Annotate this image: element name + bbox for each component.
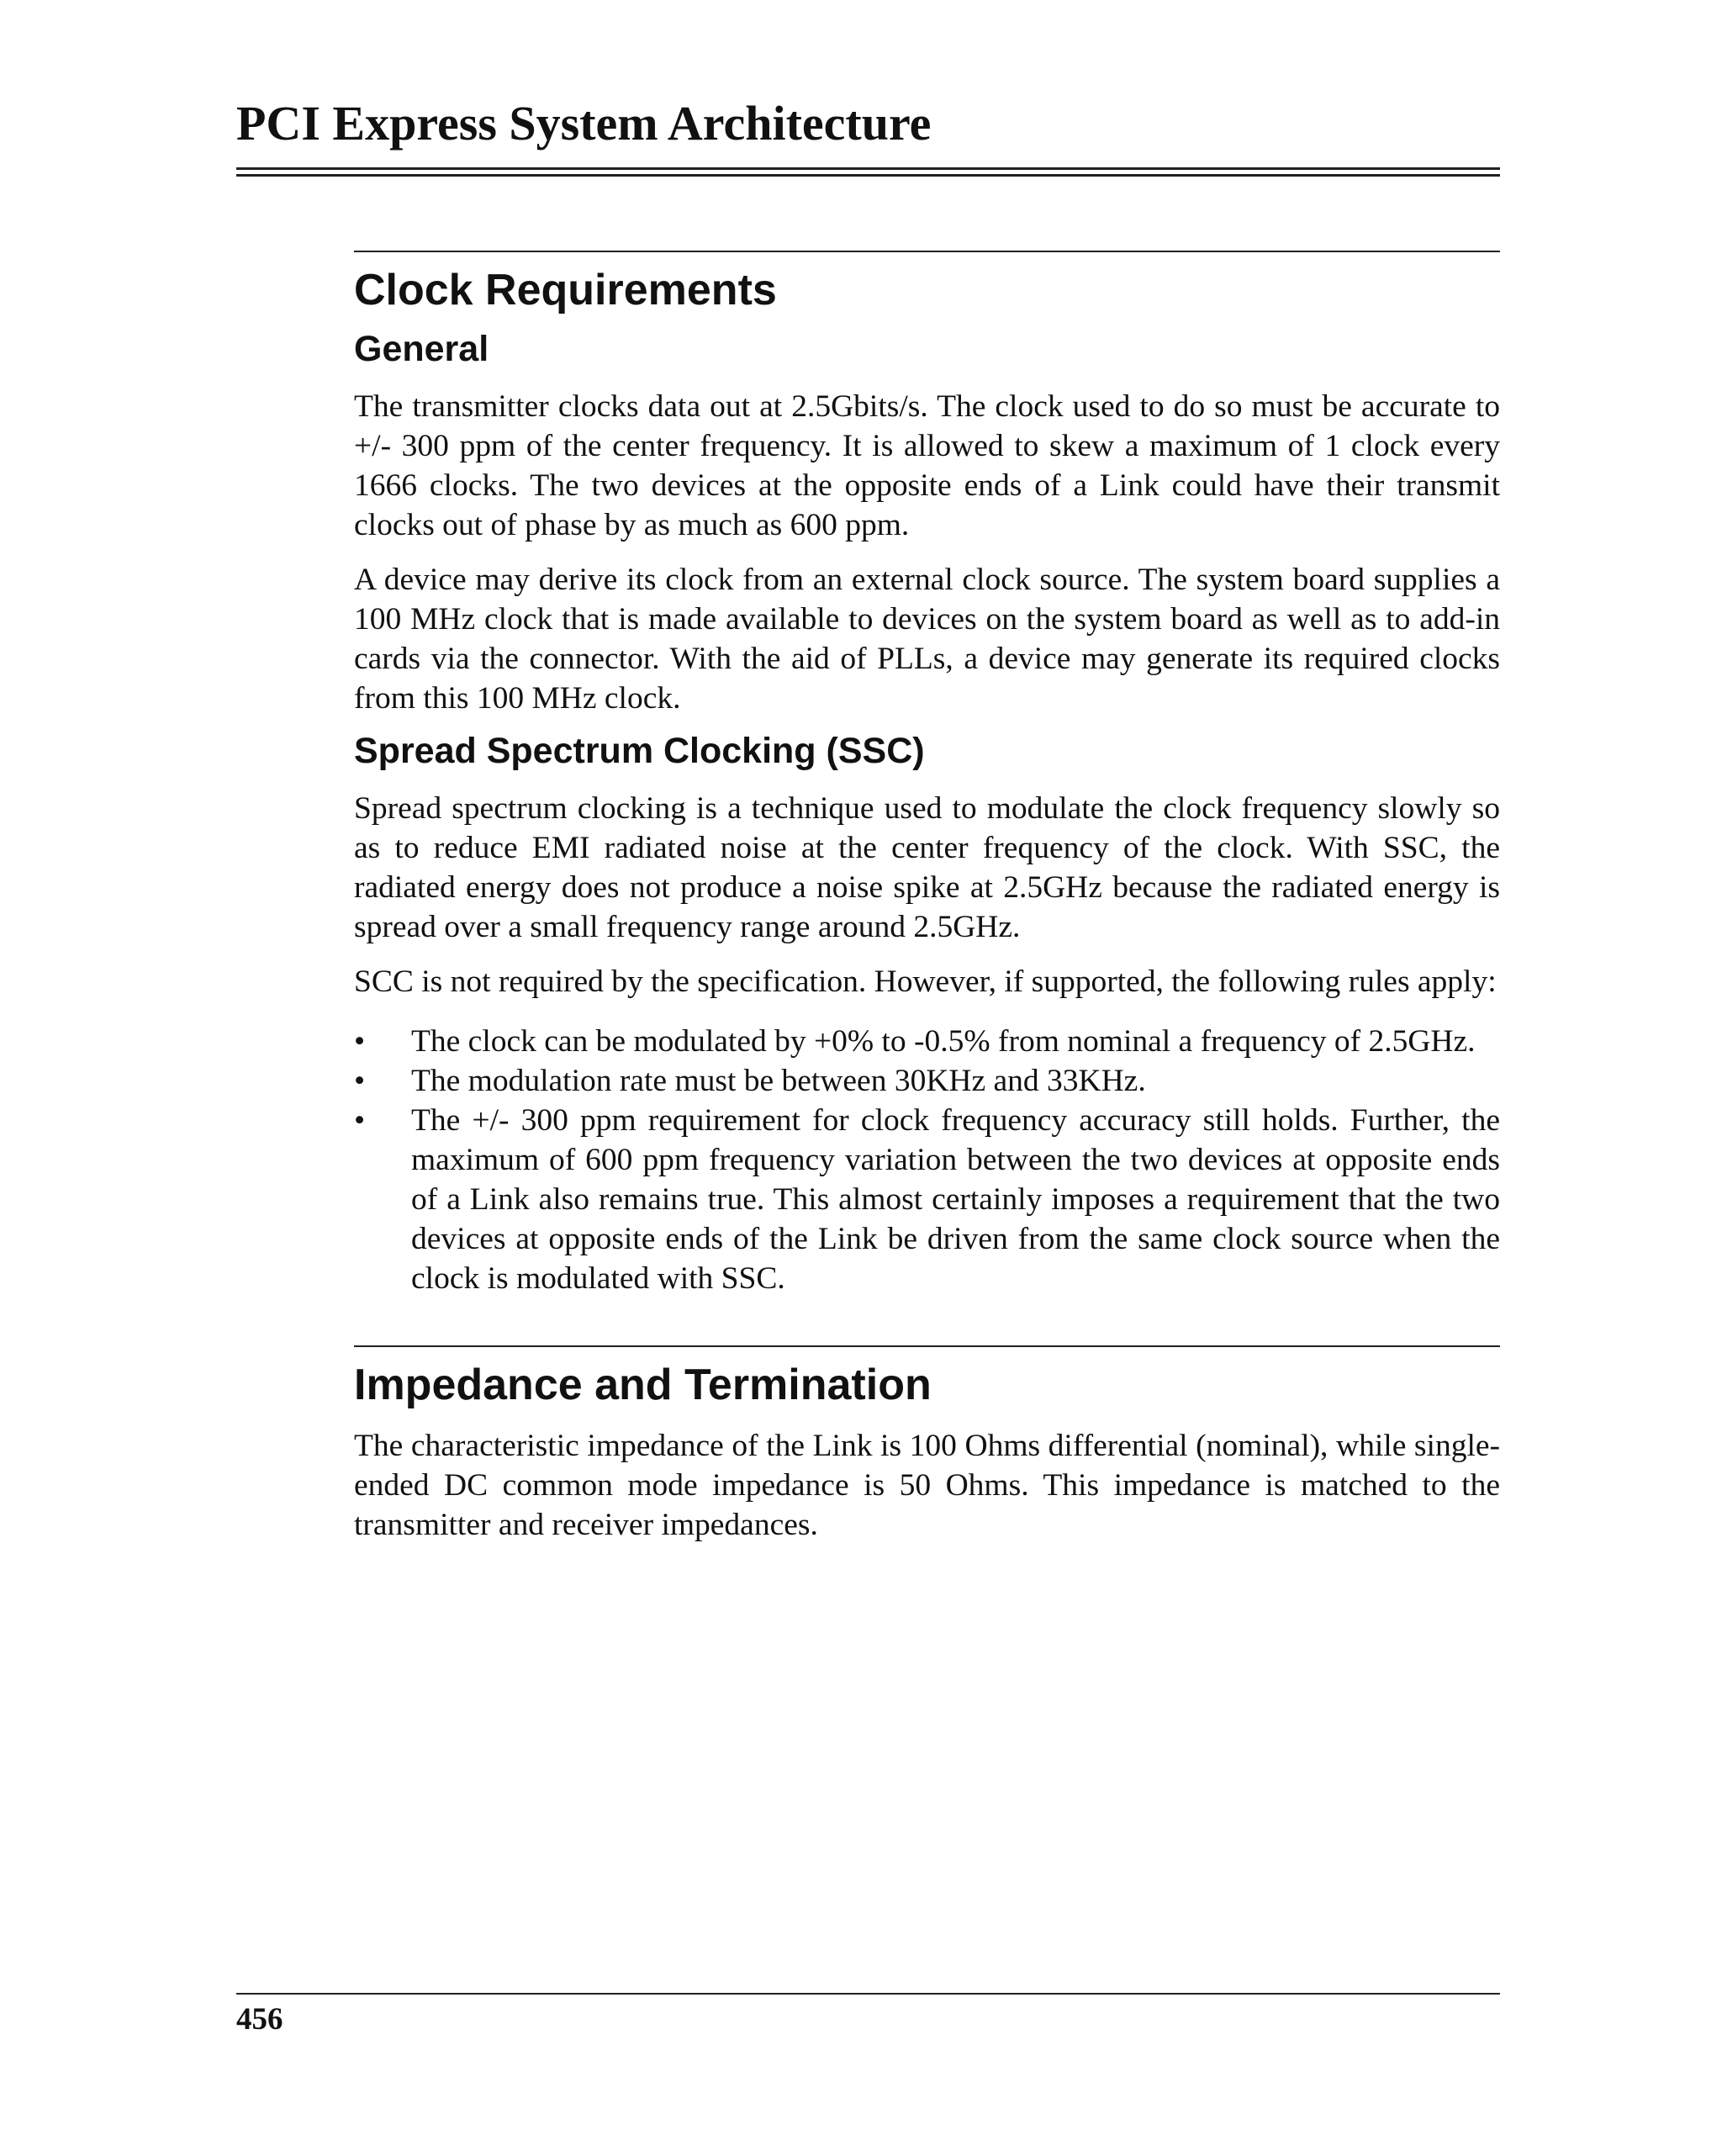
bullet-glyph: • <box>354 1023 366 1059</box>
list-item <box>354 1022 1500 1061</box>
list-item-text: The +/- 300 ppm requirement for clock frequency accuracy still holds. Further, the maximum of 600 ppm frequency variation between the two devices at opposite ends of a Link also remains true. This almost certainly imposes a requirement that the two devices at opposite ends of the Link be driven from the same clock source when the clock is modulated with SSC. <box>411 1102 1500 1296</box>
section-heading-impedance-termination: Impedance and Termination <box>354 1360 932 1409</box>
paragraph: The transmitter clocks data out at 2.5Gbits/s. The clock used to do so must be accurate to +/- 300 ppm of the center frequency. It is allowed to skew a maximum of 1 clock every 1666 clocks. The two devices at the opposite ends of a Link could have their transmit clocks out of phase by as much as 600 ppm. <box>354 388 1500 542</box>
paragraph: SCC is not required by the specification. However, if supported, the following rules apply: <box>354 964 1497 999</box>
list-item-text: The modulation rate must be between 30KHz and 33KHz. <box>411 1063 1146 1098</box>
list-item <box>354 1061 1500 1101</box>
paragraph: A device may derive its clock from an external clock source. The system board supplies a 100 MHz clock that is made available to devices on the system board as well as to add-in cards via the connector. With the aid of PLLs, a device may generate its required clocks from this 100 MHz clock. <box>354 562 1500 716</box>
section-heading-clock-requirements: Clock Requirements <box>354 266 777 314</box>
footer-rule <box>236 1993 1500 1995</box>
subsection-heading-general: General <box>354 329 489 370</box>
header-rule-top <box>236 167 1500 170</box>
page-number: 456 <box>236 2002 283 2037</box>
bullet-list <box>354 1022 1500 1298</box>
running-head-title: PCI Express System Architecture <box>236 96 932 151</box>
paragraph: Spread spectrum clocking is a technique used to modulate the clock frequency slowly so as to reduce EMI radiated noise at the center frequency of the clock. With SSC, the radiated energy does not produce a noise spike at 2.5GHz because the radiated energy is spread over a small frequency range around 2.5GHz. <box>354 790 1500 944</box>
subsection-heading-ssc: Spread Spectrum Clocking (SSC) <box>354 730 925 771</box>
header-rule-bottom <box>236 174 1500 177</box>
bullet-glyph: • <box>354 1063 366 1098</box>
paragraph: The characteristic impedance of the Link is 100 Ohms differential (nominal), while single-ended DC common mode impedance is 50 Ohms. This impedance is matched to the transmitter and receiver impedances. <box>354 1428 1500 1542</box>
section-spacer <box>354 1298 1500 1345</box>
section-rule <box>354 1345 1500 1347</box>
page-body <box>354 251 1500 1545</box>
list-item <box>354 1101 1500 1298</box>
bullet-glyph: • <box>354 1102 366 1138</box>
list-item-text: The clock can be modulated by +0% to -0.5% from nominal a frequency of 2.5GHz. <box>411 1023 1476 1059</box>
section-rule <box>354 251 1500 252</box>
